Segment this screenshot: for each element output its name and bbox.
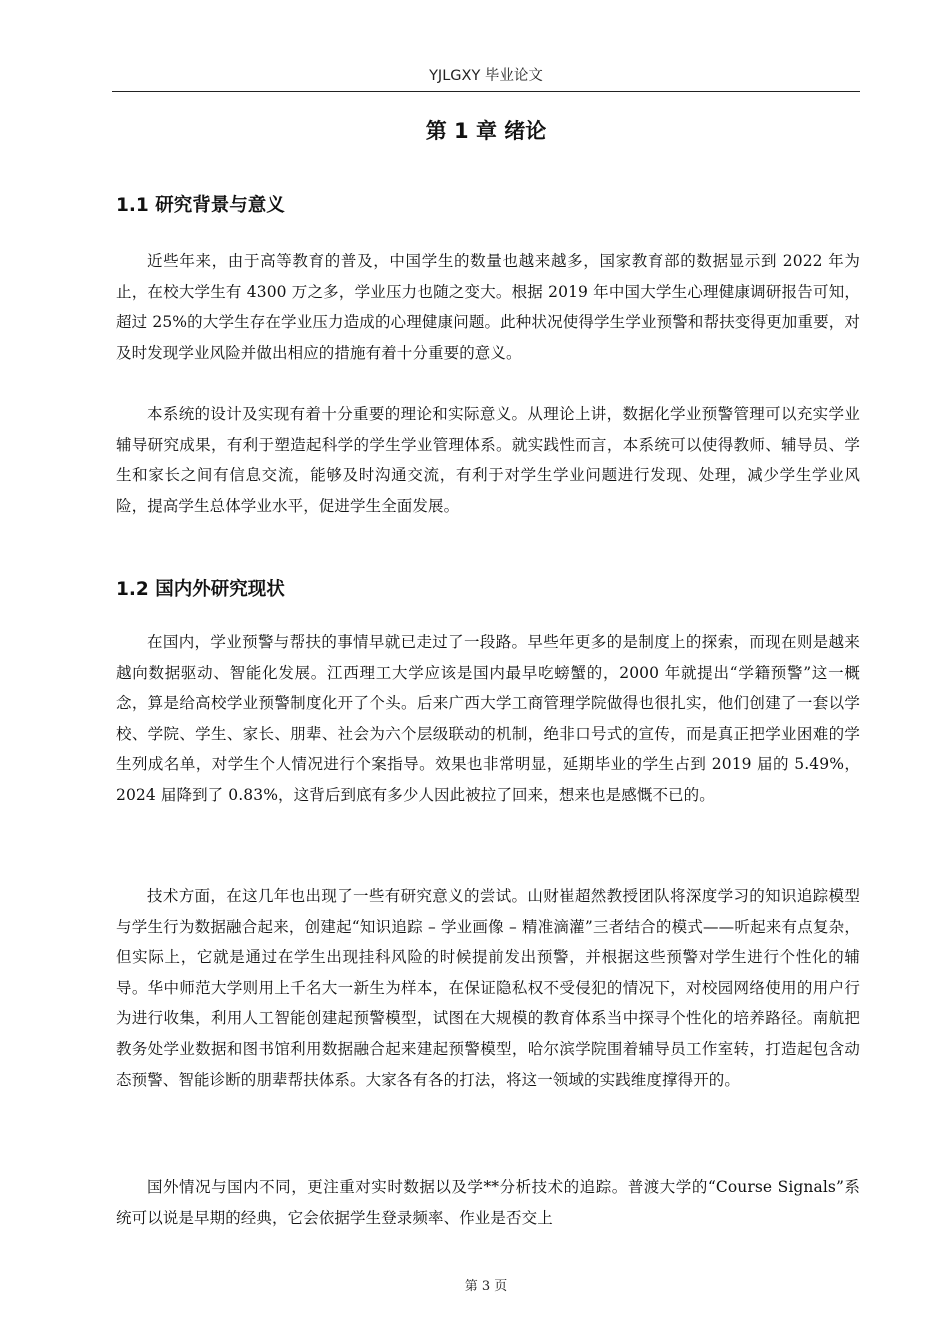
paragraph-status-foreign: 国外情况与国内不同，更注重对实时数据以及学**分析技术的追踪。普渡大学的“Course Signals”系统可以说是早期的经典，它会依据学生登录频率、作业是否交上	[116, 1178, 860, 1227]
chapter-title: 第 1 章 绪论	[425, 119, 547, 143]
header-divider	[112, 91, 860, 92]
paragraph-status-technology: 技术方面，在这几年也出现了一些有研究意义的尝试。山财崔超然教授团队将深度学习的知识追踪模型与学生行为数据融合起来，创建起“知识追踪 – 学业画像 – 精准滴灌”三者结合的模式——听起来有点复杂，但实际上，它就是通过在学生出现挂科风险的时候提前发出预警，并根据这些预警对学生进行个性化的辅导。华中师范大学则用上千名大一新生为样本，在保证隐私权不受侵犯的情况下，对校园网络使用的用户行为进行收集，利用人工智能创建起预警模型，试图在大规模的教育体系当中探寻个性化的培养路径。南航把教务处学业数据和图书馆利用数据融合起来建起预警模型，哈尔滨学院围着辅导员工作室转，打造起包含动态预警、智能诊断的朋辈帮扶体系。大家各有各的打法，将这一领域的实践维度撑得开的。	[116, 887, 860, 1089]
paragraph-status-domestic: 在国内，学业预警与帮扶的事情早就已走过了一段路。早些年更多的是制度上的探索，而现在则是越来越向数据驱动、智能化发展。江西理工大学应该是国内最早吃螃蟹的，2000 年就提出“学籍预警”这一概念，算是给高校学业预警制度化开了个头。后来广西大学工商管理学院做得也很扎实，他们创建了一套以学校、学院、学生、家长、朋辈、社会为六个层级联动的机制，绝非口号式的宣传，而是真正把学业困难的学生列成名单，对学生个人情况进行个案指导。效果也非常明显，延期毕业的学生占到 2019 届的 5.49%，2024 届降到了 0.83%，这背后到底有多少人因此被拉了回来，想来也是感慨不已的。	[116, 633, 860, 804]
section-heading-1-2: 1.2 国内外研究现状	[116, 579, 285, 600]
page-number: 第 3 页	[464, 1279, 508, 1294]
paragraph-background-1: 近些年来，由于高等教育的普及，中国学生的数量也越来越多，国家教育部的数据显示到 2022 年为止，在校大学生有 4300 万之多，学业压力也随之变大。根据 2019 年中国大学生心理健康调研报告可知，超过 25%的大学生存在学业压力造成的心理健康问题。此种状况使得学生学业预警和帮扶变得更加重要，对及时发现学业风险并做出相应的措施有着十分重要的意义。	[116, 252, 860, 362]
section-heading-1-1: 1.1 研究背景与意义	[116, 195, 285, 216]
page-header: YJLGXY 毕业论文	[429, 68, 543, 84]
paragraph-background-2: 本系统的设计及实现有着十分重要的理论和实际意义。从理论上讲，数据化学业预警管理可以充实学业辅导研究成果，有利于塑造起科学的学生学业管理体系。就实践性而言，本系统可以使得教师、辅导员、学生和家长之间有信息交流，能够及时沟通交流，有利于对学生学业问题进行发现、处理，减少学生学业风险，提高学生总体学业水平，促进学生全面发展。	[116, 405, 860, 515]
